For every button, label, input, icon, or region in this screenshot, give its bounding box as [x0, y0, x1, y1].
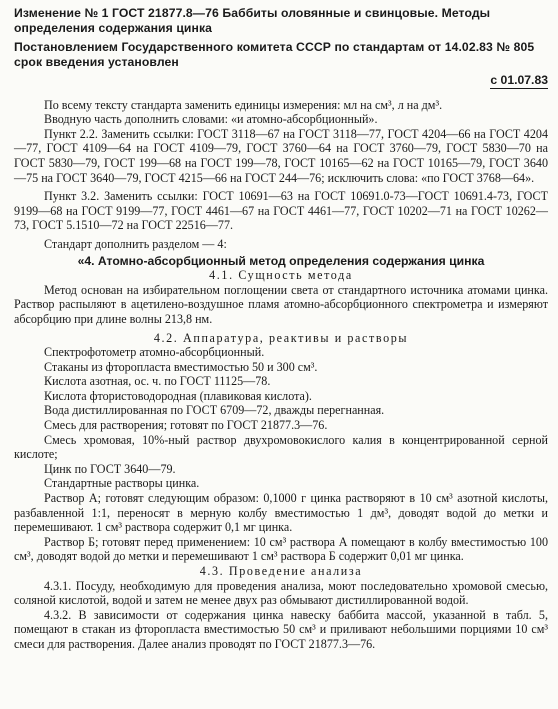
paragraph-add-section: Стандарт дополнить разделом — 4:: [44, 236, 227, 251]
effective-date: [14, 73, 548, 88]
section-4-3-title: 4.3. Проведение анализа: [199, 564, 363, 578]
paragraph-units: По всему тексту стандарта заменить единицы измерения: мл на см³, л на дм³.: [44, 97, 443, 112]
paragraph-2-2: Пункт 2.2. Заменить ссылки: ГОСТ 3118—67 на ГОСТ 3118—77, ГОСТ 4204—66 на ГОСТ 4204—77, ГОСТ 4109—64 на ГОСТ 4109—79, ГОСТ 3760—64 на ГОСТ 3760—79, ГОСТ 5830—70 на ГОСТ 5830—79, ГОСТ 199—68 на ГОСТ 199—78, ГОСТ 10165—62 на ГОСТ 10165—79, ГОСТ 3640—75 на ГОСТ 3640—79, ГОСТ 4215—66 на ГОСТ 244—76; исключить слова: «по ГОСТ 3768—64».: [14, 126, 548, 185]
amendment-title: Изменение № 1 ГОСТ 21877.8—76 Баббиты оловянные и свинцовые. Методы определения содержания цинка: [14, 6, 491, 35]
section-4-2-item: Кислота фтористоводородная (плавиковая кислота).: [44, 388, 312, 403]
solution-b: Раствор Б; готовят перед применением: 10 см³ раствора А помещают в колбу вместимостью 100 см³, доводят водой до метки и перемешивают 1 см³ раствора Б содержит 0,01 мг цинка.: [14, 534, 548, 564]
section-4-2-item: Кислота азотная, ос. ч. по ГОСТ 11125—78.: [44, 374, 271, 389]
section-4-1-text: Метод основан на избирательном поглощении света от стандартного источника атомами цинка. Раствор распыляют в ацетилено-воздушное пламя атомно-абсорбционного спектрометра и измеряют абсорбцию при длине волны 213,8 нм.: [14, 282, 548, 326]
effective-date-text: с 01.07.83: [490, 73, 548, 87]
section-4-2-item: Вода дистиллированная по ГОСТ 6709—72, дважды перегнанная.: [44, 403, 385, 418]
section-4-2-item: Спектрофотометр атомно-абсорбционный.: [44, 345, 265, 360]
solution-a: Раствор А; готовят следующим образом: 0,1000 г цинка растворяют в 10 см³ азотной кислоты, разбавленной 1:1, переносят в мерную колбу вместимостью 1 дм³, доводят водой до метки и перемешивают. 1 см³ раствора содержит 0,1 мг цинка.: [14, 491, 548, 535]
section-4-2-zinc: Цинк по ГОСТ 3640—79.: [44, 461, 176, 476]
section-4-title: «4. Атомно-абсорбционный метод определения содержания цинка: [77, 253, 485, 268]
section-4-2-title: 4.2. Аппаратура, реактивы и растворы: [153, 330, 409, 345]
section-4-3-1: 4.3.1. Посуду, необходимую для проведения анализа, моют последовательно хромовой смесью, соляной кислотой, водой и затем не менее двух раз обмывают дистиллированной водой.: [14, 578, 548, 608]
section-4-1-title: 4.1. Сущность метода: [209, 268, 353, 283]
paragraph-intro: Вводную часть дополнить словами: «и атомно-абсорбционный».: [44, 112, 378, 127]
section-4-2-item: Смесь для растворения; готовят по ГОСТ 21877.3—76.: [44, 418, 328, 433]
section-4-3-2: 4.3.2. В зависимости от содержания цинка навеску баббита массой, указанной в табл. 5, помещают в стакан из фторопласта вместимостью 50 см³ и приливают небольшими порциями 10 см³ смеси для растворения. Далее анализ проводят по ГОСТ 21877.3—76.: [14, 607, 548, 651]
section-4-2-standards: Стандартные растворы цинка.: [44, 476, 200, 491]
section-4-2-chrome-mix: Смесь хромовая, 10%-ный раствор двухромовокислого калия в концентрированной серной кислоте;: [14, 432, 548, 462]
decree-line: Постановлением Государственного комитета СССР по стандартам от 14.02.83 № 805 срок введения установлен: [14, 40, 535, 69]
paragraph-3-2: Пункт 3.2. Заменить ссылки: ГОСТ 10691—63 на ГОСТ 10691.0-73—ГОСТ 10691.4-73, ГОСТ 9199—68 на ГОСТ 9199—77, ГОСТ 4461—67 на ГОСТ 4461—77, ГОСТ 10202—71 на ГОСТ 10262—73, ГОСТ 5.1510—72 на ГОСТ 22516—77.: [14, 189, 548, 233]
section-4-2-item: Стаканы из фторопласта вместимостью 50 и 300 см³.: [44, 359, 318, 374]
